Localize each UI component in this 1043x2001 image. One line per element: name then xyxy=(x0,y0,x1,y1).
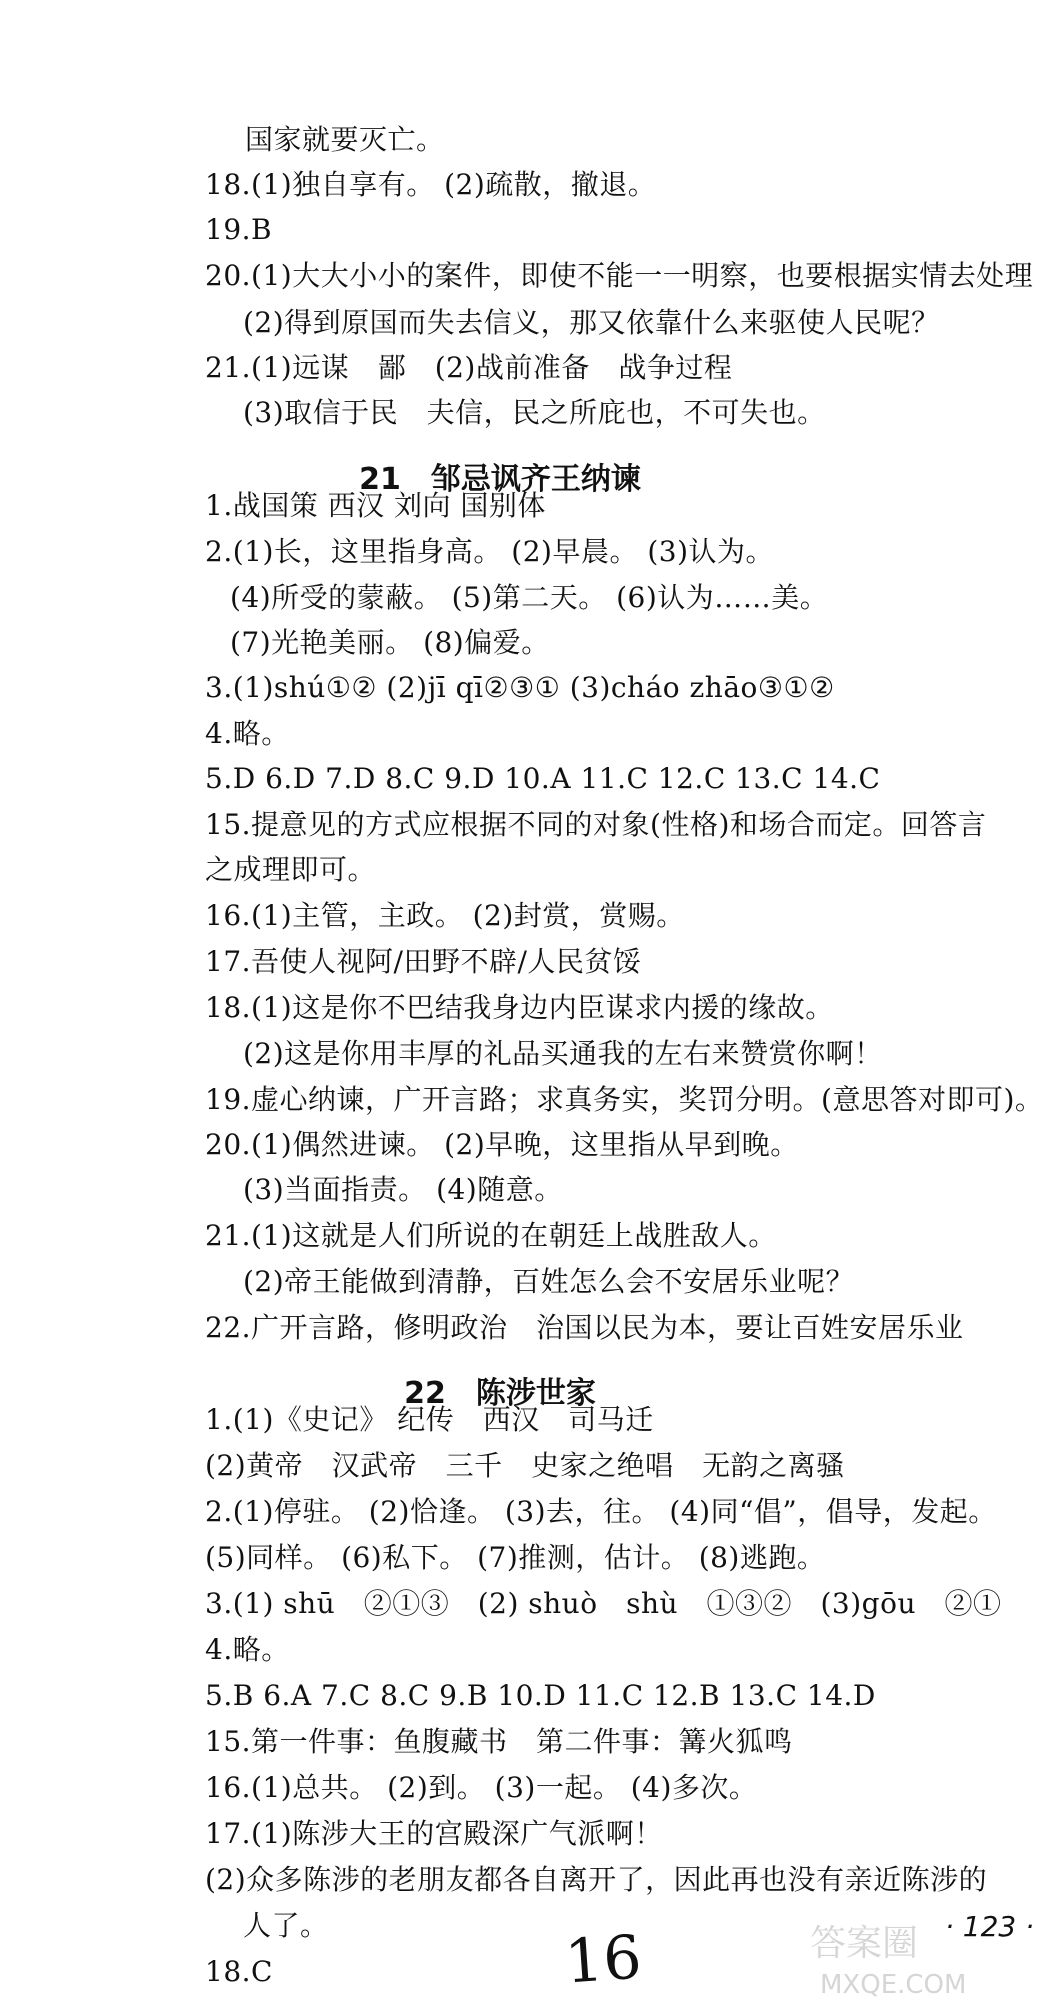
handwritten-mark: 16 xyxy=(562,1922,644,1998)
answer-line: 19.虚心纳谏，广开言路；求真务实，奖罚分明。(意思答对即可)。 xyxy=(205,1083,1043,1116)
svg-text:MXQE.COM: MXQE.COM xyxy=(820,1970,967,2000)
answer-line: 15.提意见的方式应根据不同的对象(性格)和场合而定。回答言 xyxy=(205,808,987,841)
answer-line: (4)所受的蒙蔽。 (5)第二天。 (6)认为……美。 xyxy=(230,581,829,614)
answer-line: 3.(1)shú①② (2)jī qī②③① (3)cháo zhāo③①② xyxy=(205,671,835,704)
answer-line: 16.(1)主管，主政。 (2)封赏，赏赐。 xyxy=(205,899,685,932)
answer-line: 1.(1)《史记》 纪传 西汉 司马迁 xyxy=(205,1403,654,1436)
answer-line: 16.(1)总共。 (2)到。 (3)一起。 (4)多次。 xyxy=(205,1771,758,1804)
answer-line: 18.(1)独自享有。 (2)疏散，撤退。 xyxy=(205,168,657,201)
page-number: · 123 · xyxy=(945,1910,1035,1943)
answer-line: (7)光艳美丽。 (8)偏爱。 xyxy=(230,626,550,659)
answer-line: 21.(1)远谋 鄙 (2)战前准备 战争过程 xyxy=(205,351,733,384)
answer-line: 18.(1)这是你不巴结我身边内臣谋求内援的缘故。 xyxy=(205,991,834,1024)
answer-line: (5)同样。 (6)私下。 (7)推测，估计。 (8)逃跑。 xyxy=(205,1541,826,1574)
section-heading-22: 22 陈涉世家 xyxy=(404,1376,596,1411)
answer-line: (2)黄帝 汉武帝 三千 史家之绝唱 无韵之离骚 xyxy=(205,1449,845,1482)
answer-line: (2)这是你用丰厚的礼品买通我的左右来赞赏你啊！ xyxy=(243,1037,883,1070)
answer-line: 3.(1) shū ②①③ (2) shuò shù ①③② (3)gōu ②① xyxy=(205,1587,1002,1620)
answer-line: 5.D 6.D 7.D 8.C 9.D 10.A 11.C 12.C 13.C 14.C xyxy=(205,762,881,795)
answer-line: 20.(1)大大小小的案件，即使不能一一明察，也要根据实情去处理 xyxy=(205,259,1034,292)
answer-line: 之成理即可。 xyxy=(205,853,377,886)
answer-line: 22.广开言路，修明政治 治国以民为本，要让百姓安居乐业 xyxy=(205,1311,964,1344)
answer-line: 4.略。 xyxy=(205,1633,290,1666)
answer-line: (3)取信于民 夫信，民之所庇也，不可失也。 xyxy=(243,396,826,429)
answer-line: (2)帝王能做到清静，百姓怎么会不安居乐业呢？ xyxy=(243,1265,855,1298)
answer-line: 15.第一件事：鱼腹藏书 第二件事：篝火狐鸣 xyxy=(205,1725,793,1758)
answer-line: 18.C xyxy=(205,1955,273,1988)
answer-line: 21.(1)这就是人们所说的在朝廷上战胜敌人。 xyxy=(205,1219,777,1252)
answer-line: 17.(1)陈涉大王的宫殿深广气派啊！ xyxy=(205,1817,663,1850)
watermark-logo xyxy=(800,1905,1000,2001)
answer-line: 2.(1)长，这里指身高。 (2)早晨。 (3)认为。 xyxy=(205,535,775,568)
answer-line: 5.B 6.A 7.C 8.C 9.B 10.D 11.C 12.B 13.C 14.D xyxy=(205,1679,876,1712)
watermark-text: 答案圈 xyxy=(810,1923,919,1964)
answer-line: 4.略。 xyxy=(205,717,290,750)
answer-line: 1.战国策 西汉 刘向 国别体 xyxy=(205,489,546,522)
answer-line: 2.(1)停驻。 (2)恰逢。 (3)去，往。 (4)同“倡”，倡导，发起。 xyxy=(205,1495,997,1528)
answer-line: 人了。 xyxy=(243,1909,329,1942)
answer-line: (2)得到原国而失去信义，那又依靠什么来驱使人民呢？ xyxy=(243,306,940,339)
answer-line: 国家就要灭亡。 xyxy=(245,123,445,156)
section-heading-21: 21 邹忌讽齐王纳谏 xyxy=(359,462,641,497)
answer-line: (2)众多陈涉的老朋友都各自离开了，因此再也没有亲近陈涉的 xyxy=(205,1863,988,1896)
answer-line: (3)当面指责。 (4)随意。 xyxy=(243,1173,563,1206)
answer-line: 19.B xyxy=(205,213,273,246)
answer-line: 20.(1)偶然进谏。 (2)早晚，这里指从早到晚。 xyxy=(205,1128,799,1161)
answer-line: 17.吾使人视阿/田野不辟/人民贫馁 xyxy=(205,945,642,978)
